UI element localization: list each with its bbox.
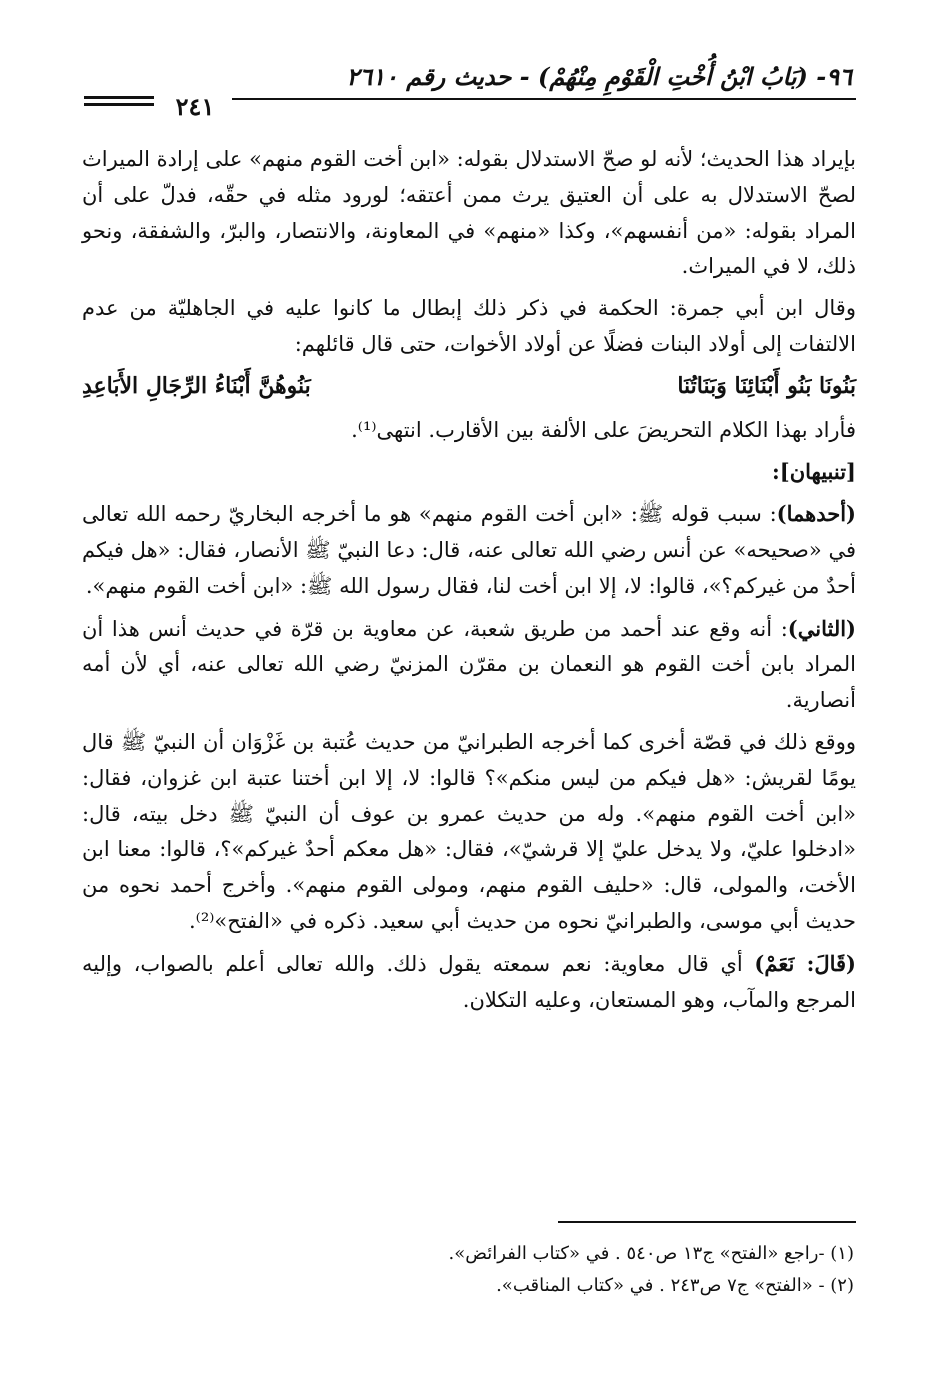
notice-label: (أحدهما)	[776, 501, 856, 527]
footnote-rule	[558, 1221, 856, 1223]
paragraph: ووقع ذلك في قصّة أخرى كما أخرجه الطبرانيّ من حديث عُتبة بن غَزْوَان أن النبيّ ﷺ قال يومًا لقريش: «هل فيكم من ليس منكم»؟ قالوا: لا، إلا ابن أختنا عتبة ابن غزوان، فقال: «ابن أخت القوم منهم». وله من حديث عمرو بن عوف أن النبيّ ﷺ دخل بيته، قال: «ادخلوا عليّ، ولا يدخل عليّ إلا قرشيّ»، فقال: «هل معكم أحدٌ غيركم»؟، قالوا: معنا ابن الأخت، والمولى، قال: «حليف القوم منهم، ومولى القوم منهم». وأخرج أحمد نحوه من حديث أبي موسى، والطبرانيّ نحوه من حديث أبي سعيد. ذكره في «الفتح»⁽²⁾.	[82, 729, 856, 933]
verse-first-hemistich: بَنُونَا بَنُو أَبْنَائِنَا وَبَنَاتُنَا	[677, 372, 856, 399]
notice-text: : سبب قوله ﷺ: «ابن أخت القوم منهم» هو ما أخرجه البخاريّ رحمه الله تعالى في «صحيحه» عن أنس رضي الله تعالى عنه، قال: دعا النبيّ ﷺ الأنصار، فقال: «هل فيكم أحدٌ من غيركم؟»، قالوا: لا، إلا ابن أخت لنا، فقال رسول الله ﷺ: «ابن أخت القوم منهم».	[82, 502, 856, 598]
paragraph: فأراد بهذا الكلام التحريضَ على الألفة بين الأقارب. انتهى⁽¹⁾.	[351, 417, 856, 442]
footnote: (٢) - «الفتح» ج٧ ص٢٤٣ . في «كتاب المناقب».	[496, 1275, 854, 1296]
page-number-rule	[84, 96, 154, 110]
notice-text: : أنه وقع عند أحمد من طريق شعبة، عن معاوية بن قرّة في حديث أنس هذا أن المراد بابن أخت القوم هو النعمان بن مقرّن المزنيّ رضي الله تعالى عنه، أي لأن أمه أنصارية.	[82, 616, 856, 713]
footnotes	[82, 1238, 854, 1302]
verse-second-hemistich: بَنُوهُنَّ أَبْنَاءُ الرِّجَالِ الأَبَاعِدِ	[82, 372, 311, 399]
notice-one	[82, 496, 856, 604]
poetry-verse	[82, 369, 856, 405]
notice-two	[82, 611, 856, 719]
notice-label: (الثاني)	[787, 615, 856, 641]
closing-text: أي قال معاوية: نعم سمعته يقول ذلك. والله تعالى أعلم بالصواب، وإليه المرجع والمآب، وهو المستعان، وعليه التكلان.	[82, 951, 856, 1012]
closing-paragraph	[82, 946, 856, 1019]
notices-heading: [تنبيهان]:	[772, 459, 856, 485]
header-rule	[232, 98, 856, 100]
running-header: ٩٦- (بَابُ ابْنُ أُخْتِ الْقَوْمِ مِنْهُمْ) - حديث رقم ٢٦١٠	[346, 62, 852, 91]
paragraph: وقال ابن أبي جمرة: الحكمة في ذكر ذلك إبطال ما كانوا عليه في الجاهليّة من عدم الالتفات إلى أولاد البنات فضلًا عن أولاد الأخوات، حتى قال قائلهم:	[82, 296, 856, 356]
footnote: (١) -راجع «الفتح» ج١٣ ص٥٤٠ . في «كتاب الفرائض».	[448, 1243, 854, 1264]
paragraph: بإيراد هذا الحديث؛ لأنه لو صحّ الاستدلال بقوله: «ابن أخت القوم منهم» على إرادة الميراث لصحّ الاستدلال به على أن العتيق يرث ممن أعتقه؛ لورود مثله في حقّه، فدلّ على أن المراد بقوله: «من أنفسهم»، وكذا «منهم» في المعاونة، والانتصار، والبرّ، والشفقة، ونحو ذلك، لا في الميراث.	[82, 147, 856, 279]
closing-label: (قَالَ: نَعَمْ)	[754, 950, 856, 976]
body-text	[82, 142, 856, 1024]
page-number: ٢٤١	[175, 92, 215, 121]
